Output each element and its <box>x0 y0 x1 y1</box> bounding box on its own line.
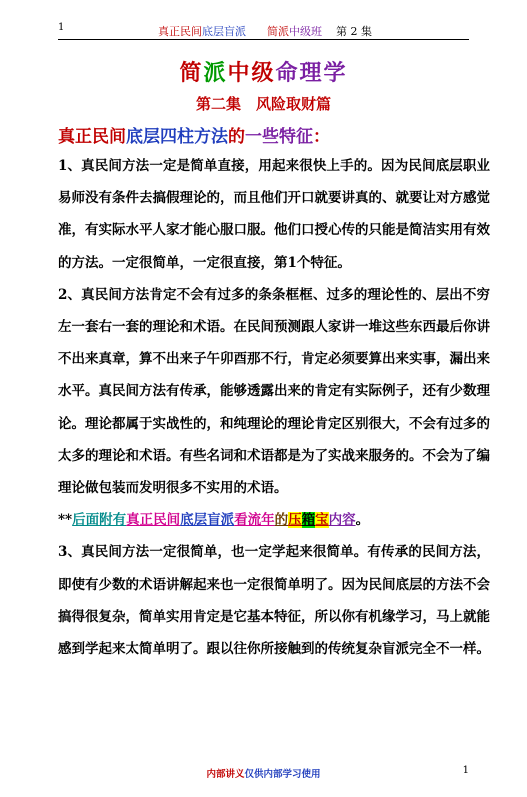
footer-note <box>58 766 469 780</box>
header-title-part1: 真正民间 <box>158 25 202 38</box>
promo-prefix: ** <box>58 512 73 529</box>
promo-part3: 底层盲派 <box>180 512 235 529</box>
footer-page-number: 1 <box>462 765 469 776</box>
promo-part4: 看流年 <box>234 512 275 529</box>
header-page-marker: 1 <box>58 22 65 33</box>
title-part4: 命理学 <box>275 60 348 86</box>
header-series-part1: 简派 <box>266 25 289 38</box>
title-part3: 中级 <box>227 60 276 86</box>
footer-note-part1: 内部讲义 <box>206 769 245 780</box>
promo-suffix: 。 <box>355 512 370 529</box>
promo-part5: 的 <box>274 512 289 529</box>
promo-part9: 内容 <box>328 512 356 529</box>
section-heading <box>58 122 330 147</box>
promo-part6: 压 <box>288 512 302 529</box>
promo-part2: 真正民间 <box>126 512 181 529</box>
header-series-part2: 中级班 <box>288 25 322 38</box>
title-part1: 简 <box>179 60 204 86</box>
document-title <box>0 56 527 87</box>
header-episode: 第 2 集 <box>335 25 372 38</box>
heading-part2: 底层四柱方法 <box>126 127 228 147</box>
heading-part1: 真正民间 <box>58 127 126 147</box>
heading-part4: 一些特征 <box>245 127 313 147</box>
page-footer <box>58 763 469 783</box>
page-header <box>58 21 469 40</box>
paragraph-2: 2、真民间方法肯定不会有过多的条条框框、过多的理论性的、层出不穷左一套右一套的理论和术语。在民间预测跟人家讲一堆这些东西最后你讲不出来真章，算不出来子午卯酉那不行，肯定必须要算出来实事，漏出来水平。真民间方法有传承，能够透露出来的肯定有实际例子，还有少数理论。理论都属于实战性的，和纯理论的理论肯定区别很大，不会有过多的太多的理论和术语。有些名词和术语都是为了实战来服务的。不会为了编理论做包装而发明很多不实用的术语。 <box>58 286 490 497</box>
paragraph-1: 1、真民间方法一定是简单直接，用起来很快上手的。因为民间底层职业易师没有条件去搞假理论的，而且他们开口就要讲真的、就要让对方感觉准，有实际水平人家才能心服口服。他们口授心传的只能是简洁实用有效的方法。一定很简单，一定很直接，第1个特征。 <box>58 158 490 271</box>
heading-part3: 的 <box>228 127 245 147</box>
body-text <box>58 150 490 665</box>
promo-part1: 后面附有 <box>72 512 127 529</box>
promo-part7: 箱 <box>301 512 316 529</box>
heading-part5: ： <box>313 127 330 147</box>
footer-note-part2: 仅供内部学习使用 <box>244 769 321 780</box>
promo-line <box>58 504 490 536</box>
document-subtitle: 第二集 风险取财篇 <box>195 95 331 113</box>
promo-part8: 宝 <box>315 512 329 529</box>
paragraph-3: 3、真民间方法一定很简单，也一定学起来很简单。有传承的民间方法，即使有少数的术语讲解起来也一定很简单明了。因为民间底层的方法不会搞得很复杂，简单实用肯定是它基本特征，所以你有机缘学习，马上就能感到学起来太简单明了。跟以往你所接触到的传统复杂盲派完全不一样。 <box>58 544 490 658</box>
header-title-part2: 底层盲派 <box>202 25 246 38</box>
title-part2: 派 <box>203 60 228 86</box>
header-title <box>158 23 372 39</box>
